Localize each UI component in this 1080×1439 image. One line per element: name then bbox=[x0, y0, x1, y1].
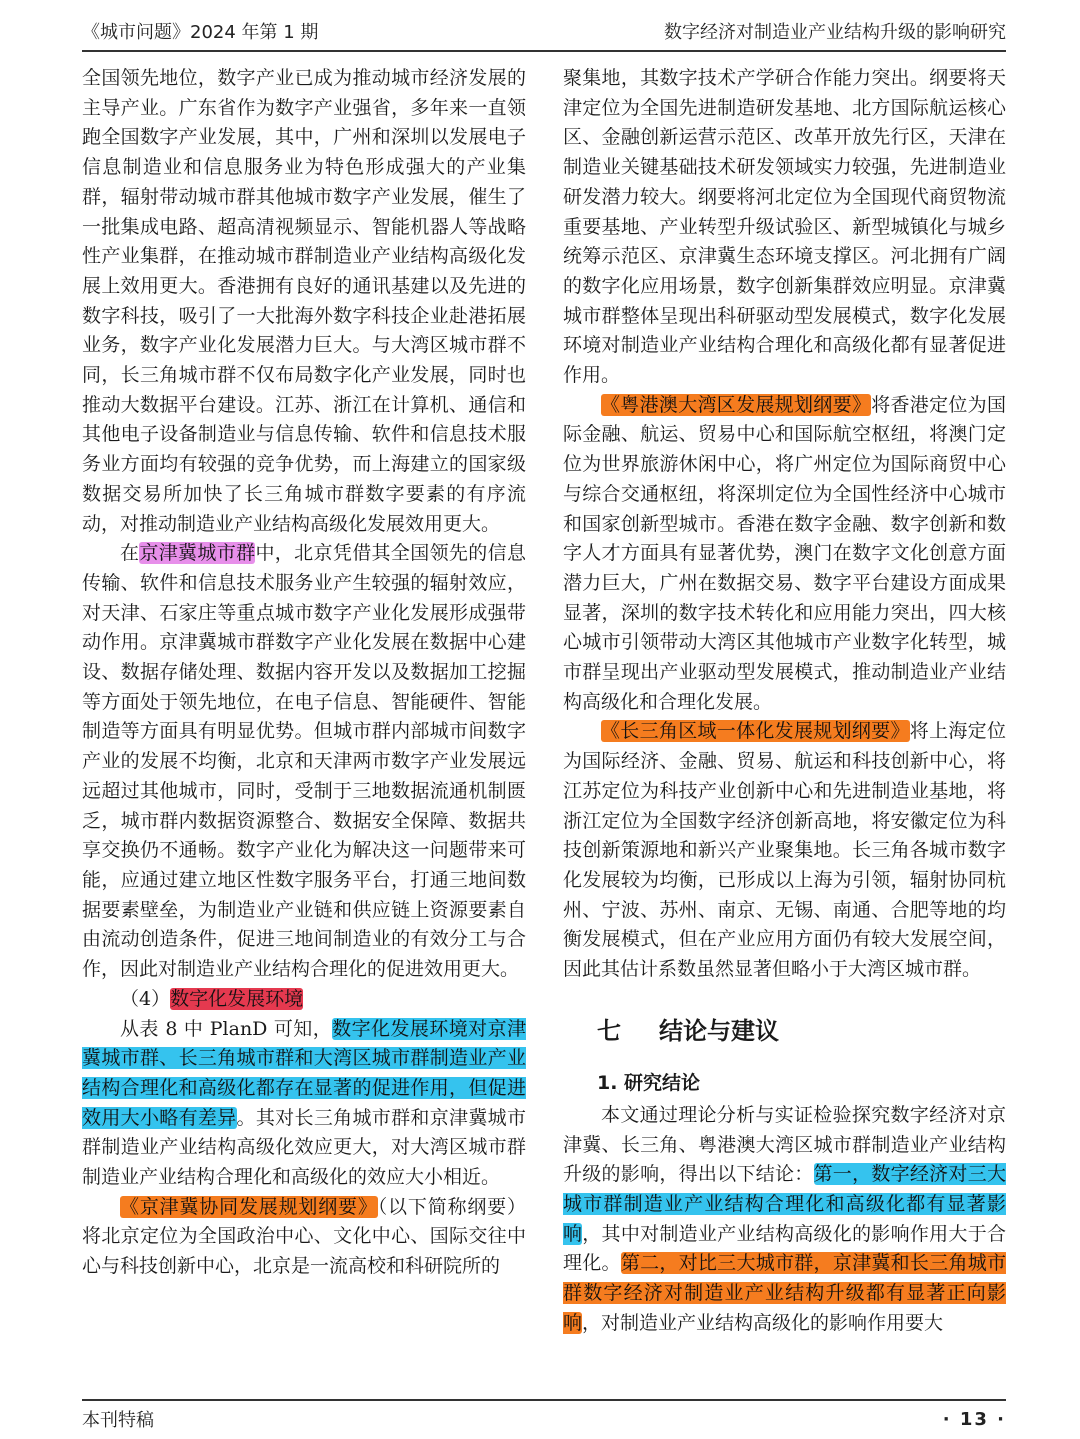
paragraph-text: 本文通过理论分析与实证检验探究数字经济对京津冀、长三角、粤港澳大湾区城市群制造业产业结构升级的影响，得出以下结论： bbox=[563, 1103, 1006, 1186]
paragraph: 聚集地，其数字技术产学研合作能力突出。纲要将天津定位为全国先进制造研发基地、北方国际航运核心区、金融创新运营示范区、改革开放先行区，天津在制造业关键基础技术研发领域实力较强，先进制造业研发潜力较大。纲要将河北定位为全国现代商贸物流重要基地、产业转型升级试验区、新型城镇化与城乡统筹示范区、京津冀生态环境支撑区。河北拥有广阔的数字化应用场景，数字创新集群效应明显。京津冀城市群整体呈现出科研驱动型发展模式，数字化发展环境对制造业产业结构合理化和高级化都有显著促进作用。 bbox=[563, 67, 1006, 387]
paragraph bbox=[563, 391, 1006, 718]
running-header bbox=[82, 14, 1006, 48]
article-title-header: 数字经济对制造业产业结构升级的影响研究 bbox=[664, 22, 1006, 43]
highlight-plan-title: 《粤港澳大湾区发展规划纲要》 bbox=[601, 393, 872, 416]
paragraph-text: 中，北京凭借其全国领先的信息传输、软件和信息技术服务业产生较强的辐射效应，对天津、石家庄等重点城市数字产业化发展形成强带动作用。京津冀城市群数字产业化发展在数据中心建设、数据存储处理、数据内容开发以及数据加工挖掘等方面处于领先地位，在电子信息、智能硬件、智能制造等方面具有明显优势。但城市群内部城市间数字产业的发展不均衡，北京和天津两市数字产业发展远远超过其他城市，同时，受制于三地数据流通机制匮乏，城市群内数据资源整合、数据安全保障、数据共享交换仍不通畅。数字产业化为解决这一问题带来可能，应通过建立地区性数字服务平台，打通三地间数据要素壁垒，为制造业产业链和供应链上资源要素自由流动创造条件，促进三地间制造业的有效分工与合作，因此对制造业产业结构合理化的促进效用更大。 bbox=[82, 542, 526, 981]
subsection-heading bbox=[82, 985, 526, 1015]
paragraph-text: （以下简称纲要）将北京定位为全国政治中心、文化中心、国际交往中心与科技创新中心，北京是一流高校和科研院所的 bbox=[82, 1195, 526, 1278]
subsection-title: 1. 研究结论 bbox=[597, 1071, 701, 1094]
paragraph bbox=[82, 539, 526, 985]
subsection-number: （4） bbox=[120, 987, 171, 1010]
paragraph-text: 将上海定位为国际经济、金融、贸易、航运和科技创新中心，将江苏定位为科技产业创新中心和先进制造业基地，将浙江定位为全国数字经济创新高地，将安徽定位为科技创新策源地和新兴产业聚集地。长三角各城市数字化发展较为均衡，已形成以上海为引领，辐射协同杭州、宁波、苏州、南京、无锡、南通、合肥等地的均衡发展模式，但在产业应用方面仍有较大发展空间，因此其估计系数虽然显著但略小于大湾区城市群。 bbox=[563, 720, 1006, 981]
left-column bbox=[82, 64, 526, 1282]
highlight-digital-environment: 数字化发展环境 bbox=[170, 987, 304, 1010]
paragraph-text: 。其对长三角城市群和京津冀城市群制造业产业结构高级化效应更大，对大湾区城市群制造业产业结构合理化和高级化的效应大小相近。 bbox=[82, 1106, 526, 1189]
paragraph bbox=[82, 1193, 526, 1282]
highlight-plan-title: 《京津冀协同发展规划纲要》 bbox=[120, 1195, 378, 1218]
highlight-jingjinji: 京津冀城市群 bbox=[139, 542, 256, 565]
right-column bbox=[563, 64, 1006, 1338]
page-number: · 13 · bbox=[942, 1408, 1006, 1430]
journal-issue: 《城市问题》2024 年第 1 期 bbox=[82, 22, 319, 43]
paragraph-text: 在 bbox=[120, 542, 140, 565]
running-footer bbox=[82, 1404, 1006, 1434]
highlight-conclusion-2: 第二，对比三大城市群，京津冀和长三角城市群数字经济对制造业产业结构升级都有显著正向影响 bbox=[563, 1252, 1006, 1334]
paragraph bbox=[563, 1101, 1006, 1339]
paragraph bbox=[563, 717, 1006, 984]
section-number: 七 bbox=[597, 1016, 621, 1045]
highlight-plan-title: 《长三角区域一体化发展规划纲要》 bbox=[601, 720, 910, 743]
section-heading bbox=[597, 1011, 1006, 1051]
paragraph: 全国领先地位，数字产业已成为推动城市经济发展的主导产业。广东省作为数字产业强省，多年来一直领跑全国数字产业发展，其中，广州和深圳以发展电子信息制造业和信息服务业为特色形成强大的产业集群，辐射带动城市群其他城市数字产业发展，催生了一批集成电路、超高清视频显示、智能机器人等战略性产业集群，在推动城市群制造业产业结构高级化发展上效用更大。香港拥有良好的通讯基建以及先进的数字科技，吸引了一大批海外数字科技企业赴港拓展业务，数字产业化发展潜力巨大。与大湾区城市群不同，长三角城市群不仅布局数字化产业发展，同时也推动大数据平台建设。江苏、浙江在计算机、通信和其他电子设备制造业与信息传输、软件和信息技术服务业方面均有较强的竞争优势，而上海建立的国家级数据交易所加快了长三角城市群数字要素的有序流动，对推动制造业产业结构高级化发展效用更大。 bbox=[82, 67, 526, 535]
column-label: 本刊特稿 bbox=[82, 1410, 154, 1431]
header-divider bbox=[82, 50, 1006, 52]
paragraph-text: ，其中对制造业产业结构高级化的影响作用大于合理化。 bbox=[563, 1222, 1006, 1275]
highlight-finding: 数字化发展环境对京津冀城市群、长三角城市群和大湾区城市群制造业产业结构合理化和高级化都存在显著的促进作用，但促进效用大小略有差异 bbox=[82, 1017, 526, 1129]
paragraph-text: 从表 8 中 PlanD 可知， bbox=[120, 1017, 333, 1040]
footer-divider bbox=[82, 1399, 1006, 1401]
paragraph bbox=[82, 1015, 526, 1193]
highlight-conclusion-1: 第一，数字经济对三大城市群制造业产业结构合理化和高级化都有显著影响 bbox=[563, 1163, 1006, 1245]
paragraph-text: ，对制造业产业结构高级化的影响作用要大 bbox=[582, 1311, 944, 1334]
section-title: 结论与建议 bbox=[659, 1016, 779, 1045]
paragraph-text: 将香港定位为国际金融、航运、贸易中心和国际航空枢纽，将澳门定位为世界旅游休闲中心，将广州定位为国际商贸中心与综合交通枢纽，将深圳定位为全国性经济中心城市和国家创新型城市。香港在数字金融、数字创新和数字人才方面具有显著优势，澳门在数字文化创意方面潜力巨大，广州在数据交易、数字平台建设方面成果显著，深圳的数字技术转化和应用能力突出，四大核心城市引领带动大湾区其他城市产业数字化转型，城市群呈现出产业驱动型发展模式，推动制造业产业结构高级化和合理化发展。 bbox=[563, 393, 1006, 713]
